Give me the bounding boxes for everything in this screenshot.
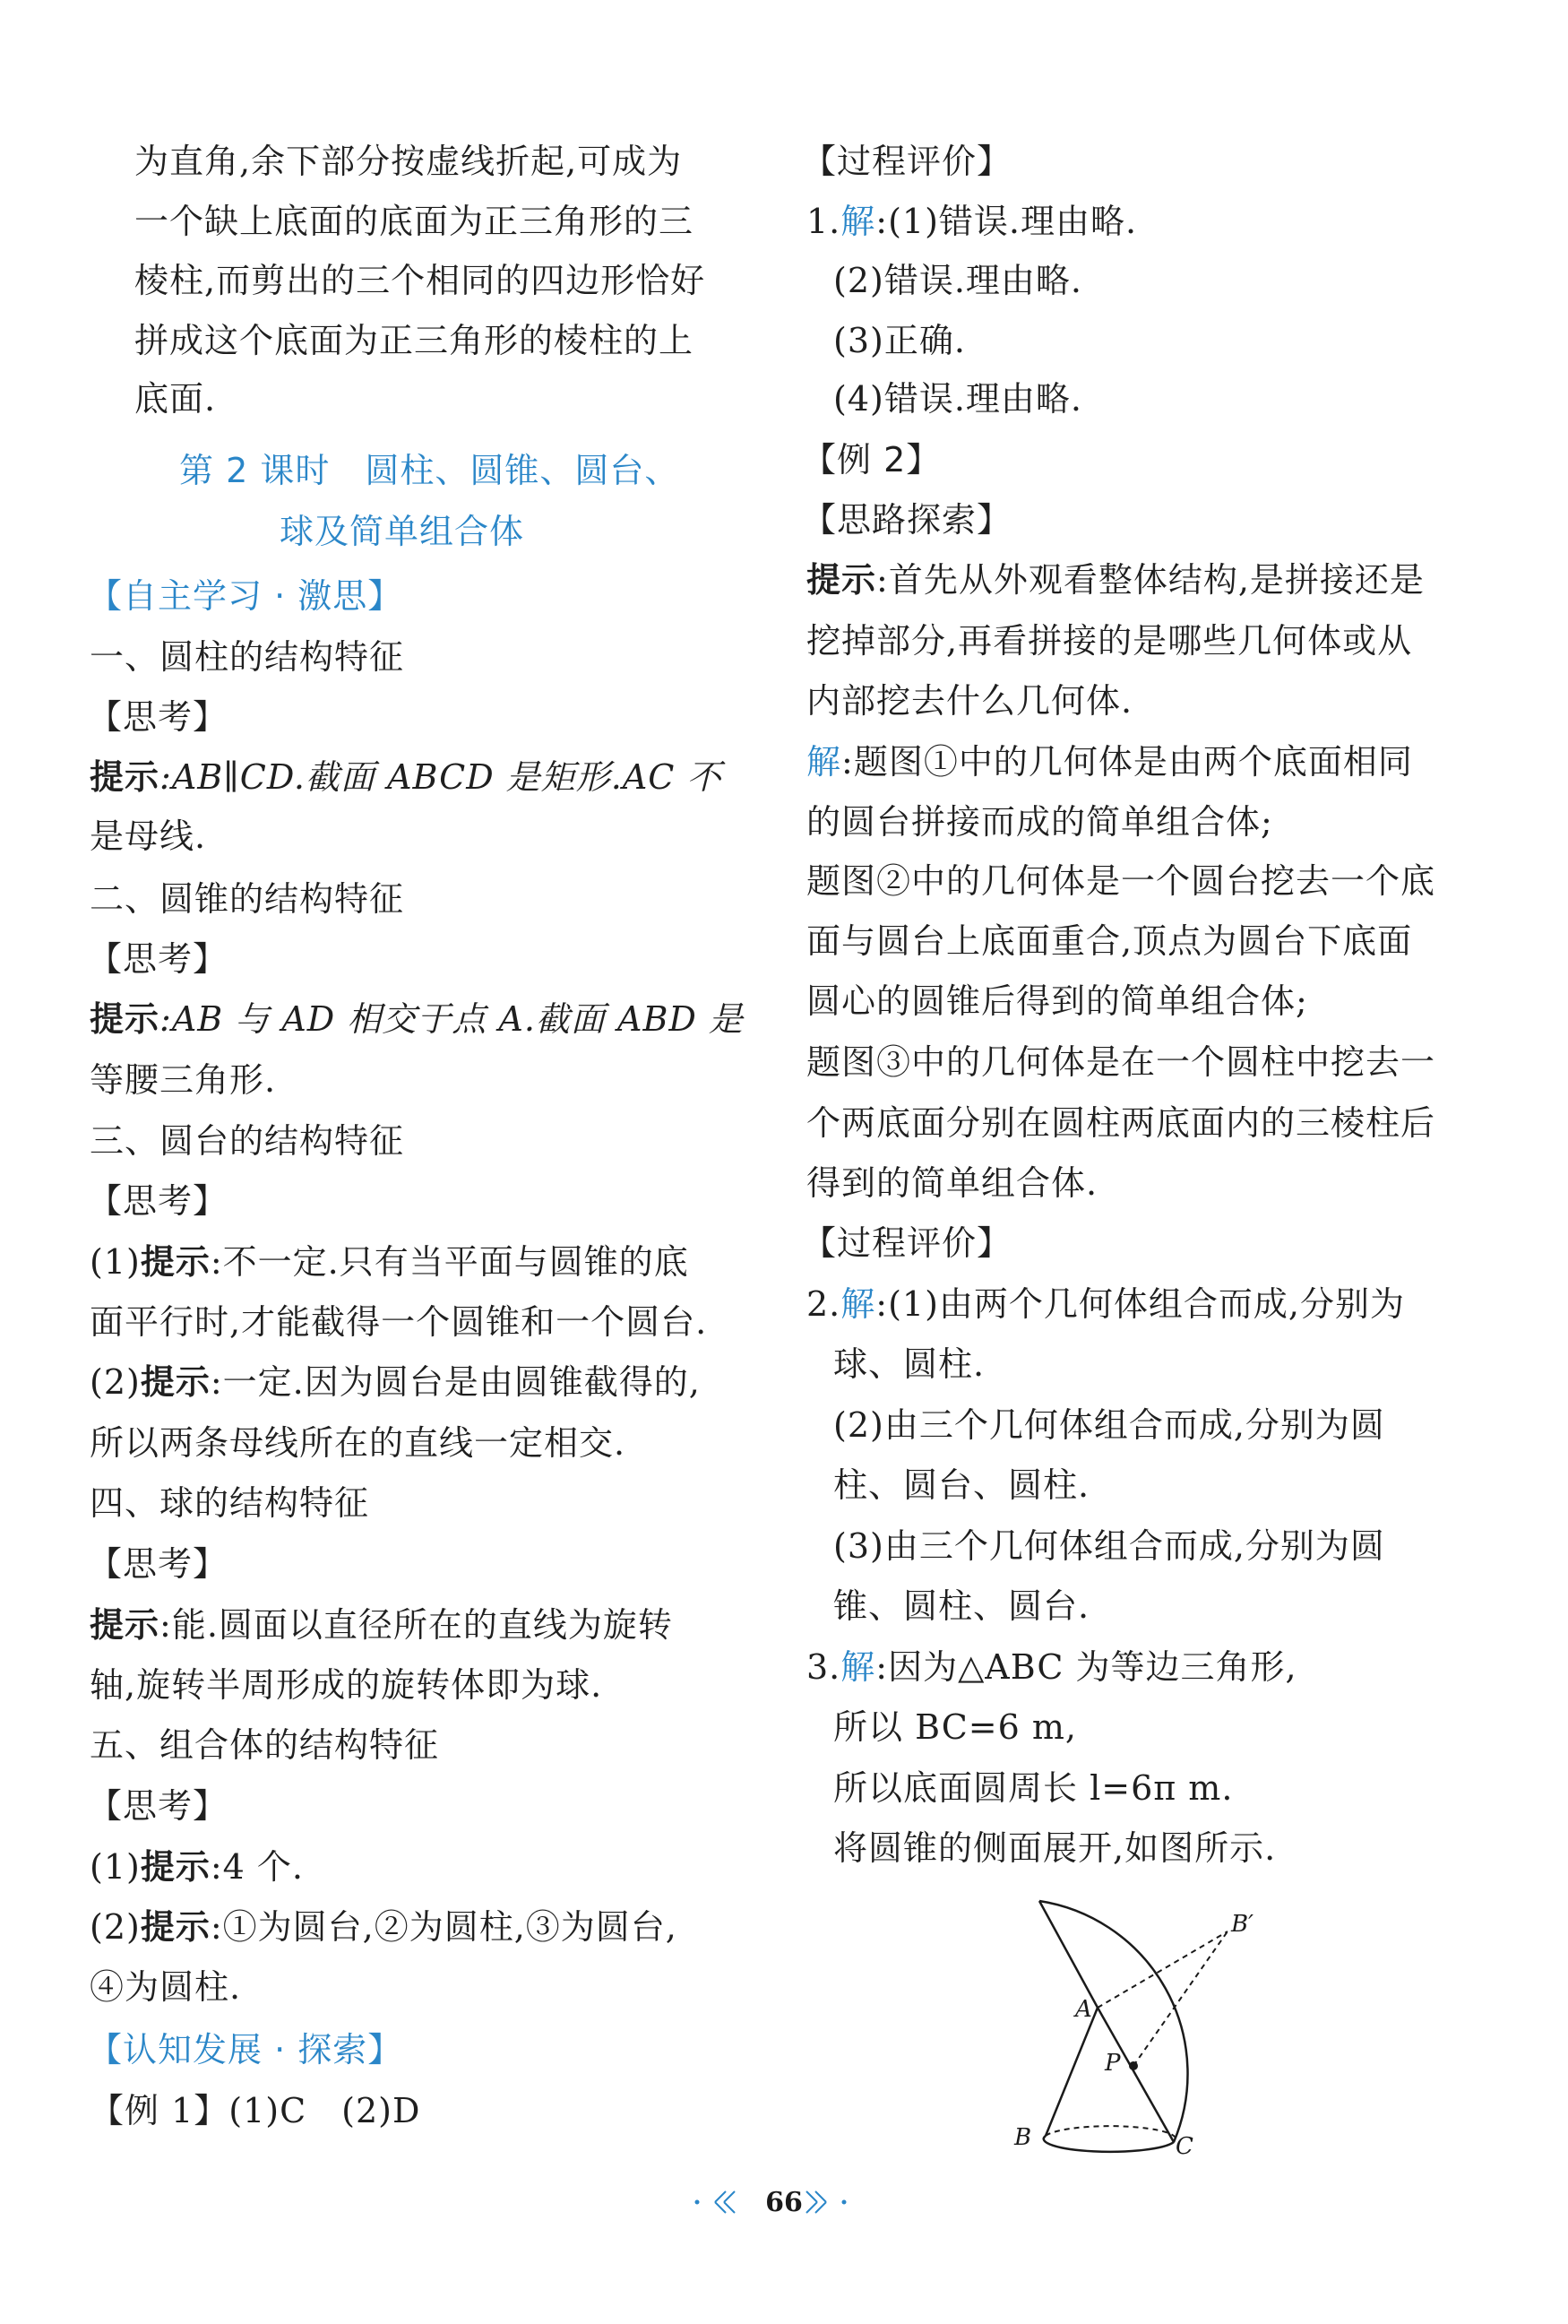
- intro-line-2: 一个缺上底面的底面为正三角形的三: [134, 202, 694, 241]
- label-P: P: [1105, 2050, 1121, 2077]
- hint-label: 提示: [140, 1362, 211, 1402]
- heading-cylinder: 一、圆柱的结构特征: [90, 637, 405, 677]
- dashed-AB-prime: [1098, 1931, 1228, 2008]
- hint-4-line-2: 轴,旋转半周形成的旋转体即为球.: [90, 1665, 603, 1705]
- label-A: A: [1075, 1996, 1092, 2023]
- solution-label: 解: [840, 1647, 876, 1687]
- sol-line-6: 题图③中的几何体是在一个圆柱中挖去一: [806, 1042, 1436, 1082]
- hint-3-line-1: [90, 1240, 689, 1284]
- p3-text: :因为△ABC 为等边三角形,: [875, 1647, 1297, 1687]
- eval-label: 【过程评价】: [802, 142, 1012, 181]
- intro-line-1: 为直角,余下部分按虚线折起,可成为: [134, 142, 683, 181]
- hint-5-text: :4 个.: [210, 1847, 304, 1887]
- p1-text: :(1)错误.理由略.: [875, 202, 1138, 241]
- p3-line-2: 所以 BC=6 m,: [833, 1707, 1077, 1747]
- hint-1-text: :AB∥CD.截面 ABCD 是矩形.AC 不: [159, 757, 722, 797]
- base-front: [1044, 2136, 1174, 2152]
- heading-cone: 二、圆锥的结构特征: [90, 879, 405, 919]
- p2-line-1: [806, 1282, 1405, 1326]
- hint-2-line-2: 等腰三角形.: [90, 1060, 277, 1100]
- r-hint-line-1: [806, 557, 1425, 602]
- sol-text: :题图①中的几何体是由两个底面相同: [841, 742, 1413, 782]
- hint-label: 提示: [140, 1847, 211, 1887]
- cone-unfolded-figure: [1004, 1869, 1272, 2156]
- eval-label: 【过程评价】: [802, 1223, 1012, 1263]
- p3-line-3: 所以底面圆周长 l=6π m.: [833, 1768, 1234, 1808]
- think-label: 【思考】: [88, 1786, 228, 1826]
- example-2-label: 【例 2】: [802, 440, 942, 479]
- p2-line-6: 锥、圆柱、圆台.: [833, 1586, 1090, 1626]
- hint-5-text-b: :①为圆台,②为圆柱,③为圆台,: [210, 1907, 677, 1947]
- sol-line-2: 的圆台拼接而成的简单组合体;: [806, 802, 1273, 842]
- page-number: 66: [765, 2187, 803, 2218]
- hint-5-line-3: ④为圆柱.: [90, 1967, 242, 2007]
- hint-4-text: :能.圆面以直径所在的直线为旋转: [159, 1605, 673, 1645]
- hint-2-text: :AB 与 AD 相交于点 A.截面 ABD 是: [159, 999, 744, 1039]
- hint-label: 提示: [90, 757, 160, 797]
- hint-label: 提示: [90, 1605, 160, 1645]
- section-explore: 【认知发展 · 探索】: [88, 2030, 403, 2069]
- lesson-title-line-1: 第 2 课时 圆柱、圆锥、圆台、: [179, 451, 680, 490]
- p1-line-1: [806, 199, 1137, 244]
- hint-label: 提示: [806, 560, 877, 600]
- think-label: 【思考】: [88, 697, 228, 737]
- p3-line-1: [806, 1645, 1297, 1689]
- section-self-study: 【自主学习 · 激思】: [88, 576, 403, 616]
- item-number: 3.: [806, 1647, 841, 1687]
- think-label: 【思考】: [88, 939, 228, 979]
- lesson-title-line-2: 球及简单组合体: [280, 512, 525, 551]
- label-B: B: [1014, 2124, 1032, 2151]
- generatrix-AB: [1046, 2008, 1098, 2136]
- hint-2-line-1: [90, 997, 744, 1041]
- hint-3-line-2: 面平行时,才能截得一个圆锥和一个圆台.: [90, 1302, 708, 1342]
- hint-1-line-1: [90, 755, 721, 799]
- base-back: [1046, 2126, 1176, 2142]
- p2-line-5: (3)由三个几何体组合而成,分别为圆: [833, 1526, 1385, 1566]
- solution-label: 解: [806, 742, 842, 782]
- heading-composite: 五、组合体的结构特征: [90, 1725, 440, 1765]
- explore-label: 【思路探索】: [802, 500, 1012, 540]
- r-hint-line-2: 挖掉部分,再看拼接的是哪些几何体或从: [806, 621, 1413, 661]
- hint-label: 提示: [90, 999, 160, 1039]
- heading-frustum: 三、圆台的结构特征: [90, 1121, 405, 1161]
- sol-line-8: 得到的简单组合体.: [806, 1163, 1098, 1203]
- sol-line-7: 个两底面分别在圆柱两底面内的三棱柱后: [806, 1103, 1436, 1143]
- solution-label: 解: [840, 202, 876, 241]
- hint-3-line-4: 所以两条母线所在的直线一定相交.: [90, 1423, 626, 1463]
- sol-line-5: 圆心的圆锥后得到的简单组合体;: [806, 981, 1308, 1021]
- think-label: 【思考】: [88, 1544, 228, 1584]
- p2-line-4: 柱、圆台、圆柱.: [833, 1465, 1090, 1505]
- dashed-PB-prime: [1133, 1931, 1228, 2066]
- item-number: 2.: [806, 1284, 841, 1324]
- item-number: (2): [90, 1907, 141, 1947]
- intro-line-4: 拼成这个底面为正三角形的棱柱的上: [134, 321, 694, 360]
- r-hint-line-3: 内部挖去什么几何体.: [806, 681, 1133, 721]
- hint-text: :首先从外观看整体结构,是拼接还是: [876, 560, 1425, 600]
- sector-arc: [1039, 1901, 1188, 2142]
- item-number: (1): [90, 1242, 141, 1282]
- p2-line-3: (2)由三个几何体组合而成,分别为圆: [833, 1405, 1385, 1445]
- p2-text: :(1)由两个几何体组合而成,分别为: [875, 1284, 1405, 1324]
- example-1-answer: 【例 1】(1)C (2)D: [90, 2091, 421, 2130]
- item-number: (1): [90, 1847, 141, 1887]
- p3-line-4: 将圆锥的侧面展开,如图所示.: [833, 1828, 1277, 1868]
- sol-line-3: 题图②中的几何体是一个圆台挖去一个底: [806, 861, 1436, 901]
- hint-label: 提示: [140, 1242, 211, 1282]
- hint-5-line-2: [90, 1905, 677, 1949]
- hint-3-text: :不一定.只有当平面与圆锥的底: [210, 1242, 689, 1282]
- think-label: 【思考】: [88, 1181, 228, 1221]
- intro-line-5: 底面.: [134, 379, 217, 419]
- hint-5-line-1: [90, 1845, 304, 1889]
- item-number: (2): [90, 1362, 141, 1402]
- p1-line-4: (4)错误.理由略.: [833, 379, 1082, 419]
- solution-label: 解: [840, 1284, 876, 1324]
- heading-sphere: 四、球的结构特征: [90, 1483, 370, 1523]
- label-C: C: [1176, 2133, 1193, 2156]
- hint-3-text-b: :一定.因为圆台是由圆锥截得的,: [210, 1362, 701, 1402]
- item-number: 1.: [806, 202, 841, 241]
- sol-line-4: 面与圆台上底面重合,顶点为圆台下底面: [806, 921, 1413, 961]
- p2-line-2: 球、圆柱.: [833, 1344, 986, 1384]
- p1-line-3: (3)正确.: [833, 321, 966, 360]
- hint-label: 提示: [140, 1907, 211, 1947]
- hint-4-line-1: [90, 1603, 673, 1647]
- sol-line-1: [806, 739, 1413, 784]
- hint-3-line-3: [90, 1360, 701, 1404]
- point-P: [1129, 2061, 1138, 2070]
- label-B-prime: B′: [1231, 1911, 1254, 1938]
- hint-1-line-2: 是母线.: [90, 816, 207, 856]
- intro-line-3: 棱柱,而剪出的三个相同的四边形恰好: [134, 261, 706, 300]
- p1-line-2: (2)错误.理由略.: [833, 261, 1082, 300]
